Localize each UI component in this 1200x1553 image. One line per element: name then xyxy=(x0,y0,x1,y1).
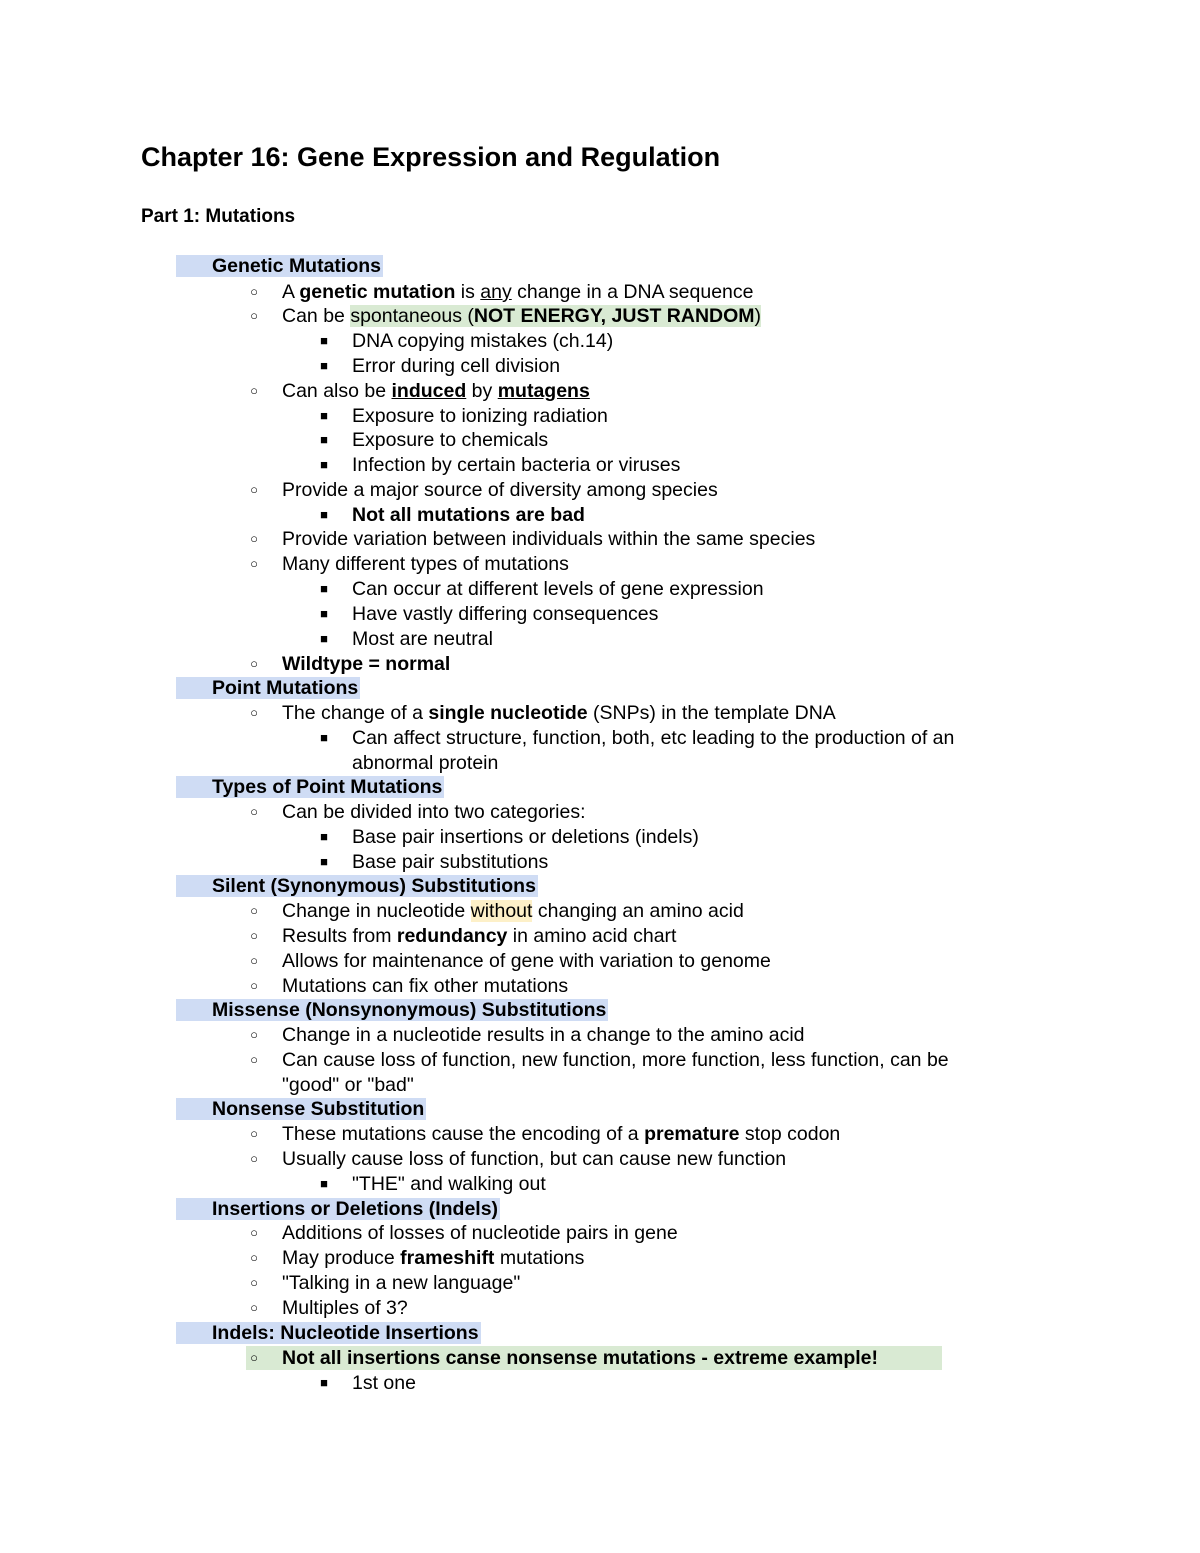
list-item: Can occur at different levels of gene expression xyxy=(352,578,764,600)
list-item: Most are neutral xyxy=(352,628,493,650)
bullet-icon: ○ xyxy=(250,928,258,943)
section-heading: Point Mutations xyxy=(212,676,360,700)
bullet-icon: ○ xyxy=(250,1350,258,1365)
list-item: Base pair substitutions xyxy=(352,851,549,873)
bullet-icon: ■ xyxy=(320,829,328,844)
list-item: Allows for maintenance of gene with variation to genome xyxy=(282,950,771,972)
list-item: Can affect structure, function, both, etc leading to the production of an xyxy=(352,727,955,749)
bullet-icon: ○ xyxy=(250,383,258,398)
list-item: A genetic mutation is any change in a DNA sequence xyxy=(282,281,754,303)
list-item: Many different types of mutations xyxy=(282,553,569,575)
list-item: DNA copying mistakes (ch.14) xyxy=(352,330,614,352)
bullet-icon: ○ xyxy=(250,1275,258,1290)
bullet-icon: ○ xyxy=(250,556,258,571)
bullet-icon: ■ xyxy=(320,631,328,646)
chapter-title: Chapter 16: Gene Expression and Regulation xyxy=(141,142,721,172)
list-item: Additions of losses of nucleotide pairs in gene xyxy=(282,1222,678,1244)
bullet-icon: ○ xyxy=(250,903,258,918)
list-item: Error during cell division xyxy=(352,355,561,377)
bullet-icon: ○ xyxy=(250,1151,258,1166)
bullet-icon: ○ xyxy=(250,1225,258,1240)
list-item: Change in nucleotide without changing an amino acid xyxy=(282,900,744,922)
bullet-icon: ○ xyxy=(250,1250,258,1265)
bullet-icon: ■ xyxy=(320,606,328,621)
section-heading: Genetic Mutations xyxy=(212,254,383,278)
section-heading: Types of Point Mutations xyxy=(212,775,444,799)
list-item: Mutations can fix other mutations xyxy=(282,975,569,997)
bullet-icon: ■ xyxy=(320,507,328,522)
list-item: Can also be induced by mutagens xyxy=(282,380,590,402)
bullet-icon: ○ xyxy=(250,705,258,720)
bullet-icon: ○ xyxy=(250,1126,258,1141)
list-item: Not all insertions canse nonsense mutations - extreme example! xyxy=(282,1347,879,1369)
bullet-icon: ■ xyxy=(320,581,328,596)
bullet-icon: ○ xyxy=(250,308,258,323)
bullet-icon: ○ xyxy=(250,953,258,968)
bullet-icon: ○ xyxy=(250,978,258,993)
section-heading: Insertions or Deletions (Indels) xyxy=(212,1197,500,1221)
bullet-icon: ■ xyxy=(320,457,328,472)
list-item: Can be divided into two categories: xyxy=(282,801,586,823)
list-item-continuation: "good" or "bad" xyxy=(282,1074,414,1096)
list-item: Not all mutations are bad xyxy=(352,504,585,526)
list-item: Can cause loss of function, new function, more function, less function, can be xyxy=(282,1049,949,1071)
bullet-icon: ○ xyxy=(250,1052,258,1067)
list-item: Provide variation between individuals within the same species xyxy=(282,528,816,550)
list-item: Can be spontaneous (NOT ENERGY, JUST RANDOM) xyxy=(282,305,762,327)
list-item: 1st one xyxy=(352,1372,416,1394)
bullet-icon: ■ xyxy=(320,730,328,745)
section-heading: Silent (Synonymous) Substitutions xyxy=(212,874,538,898)
bullet-icon: ■ xyxy=(320,333,328,348)
bullet-icon: ■ xyxy=(320,432,328,447)
list-item: "THE" and walking out xyxy=(352,1173,546,1195)
bullet-icon: ○ xyxy=(250,284,258,299)
bullet-icon: ○ xyxy=(250,656,258,671)
bullet-icon: ○ xyxy=(250,1027,258,1042)
list-item: Change in a nucleotide results in a change to the amino acid xyxy=(282,1024,805,1046)
list-item: May produce frameshift mutations xyxy=(282,1247,585,1269)
list-item: Exposure to chemicals xyxy=(352,429,549,451)
list-item: Usually cause loss of function, but can cause new function xyxy=(282,1148,787,1170)
section-heading: Nonsense Substitution xyxy=(212,1097,426,1121)
list-item: Infection by certain bacteria or viruses xyxy=(352,454,681,476)
list-item: The change of a single nucleotide (SNPs) in the template DNA xyxy=(282,702,836,724)
bullet-icon: ○ xyxy=(250,531,258,546)
list-item: Base pair insertions or deletions (indels) xyxy=(352,826,699,848)
section-heading: Indels: Nucleotide Insertions xyxy=(212,1321,481,1345)
list-item: Have vastly differing consequences xyxy=(352,603,659,625)
list-item: These mutations cause the encoding of a premature stop codon xyxy=(282,1123,841,1145)
part-heading: Part 1: Mutations xyxy=(141,206,296,227)
list-item: "Talking in a new language" xyxy=(282,1272,521,1294)
list-item: Provide a major source of diversity among species xyxy=(282,479,718,501)
bullet-icon: ■ xyxy=(320,1176,328,1191)
list-item: Multiples of 3? xyxy=(282,1297,408,1319)
bullet-icon: ○ xyxy=(250,1300,258,1315)
bullet-icon: ○ xyxy=(250,804,258,819)
list-item: Exposure to ionizing radiation xyxy=(352,405,608,427)
bullet-icon: ■ xyxy=(320,408,328,423)
list-item: Results from redundancy in amino acid chart xyxy=(282,925,677,947)
bullet-icon: ■ xyxy=(320,358,328,373)
list-item: Wildtype = normal xyxy=(282,653,451,675)
section-heading: Missense (Nonsynonymous) Substitutions xyxy=(212,998,608,1022)
list-item-continuation: abnormal protein xyxy=(352,752,499,774)
bullet-icon: ■ xyxy=(320,854,328,869)
bullet-icon: ■ xyxy=(320,1375,328,1390)
bullet-icon: ○ xyxy=(250,482,258,497)
